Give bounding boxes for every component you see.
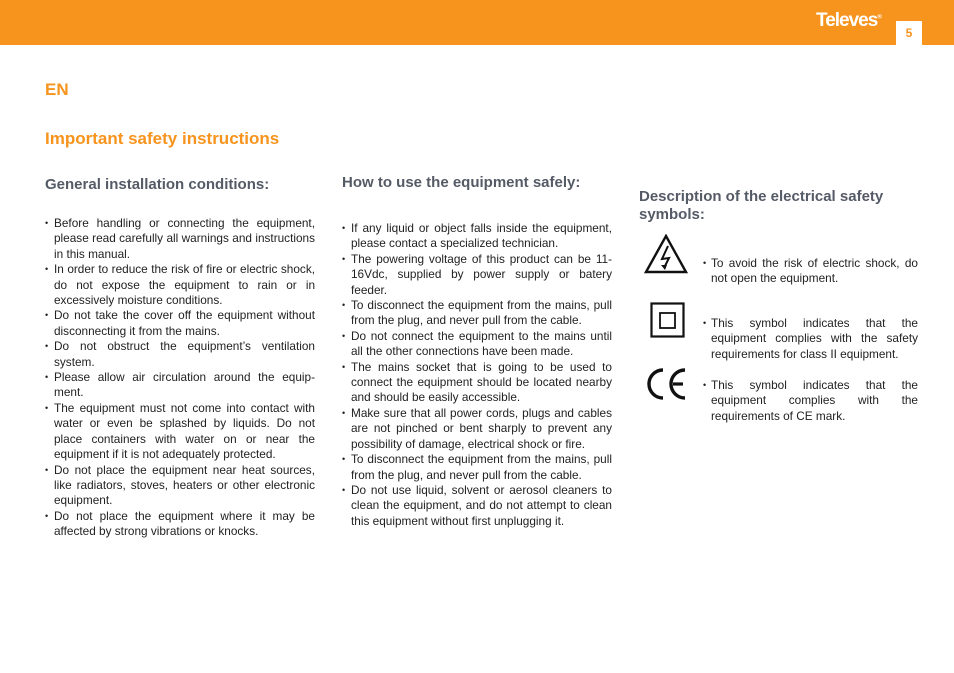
list-item: • If any liquid or object falls inside the equipment, please contact a specialized technician. (342, 221, 612, 252)
list-item: • The equipment must not come into contact with water or even be splashed by liquids. Do not place containers with water on or near the equipment if it is not adequately protected. (45, 401, 315, 463)
list-item: • Do not take the cover off the equipment without disconnecting it from the mains. (45, 308, 315, 339)
safe-usage-heading: How to use the equipment safely: (342, 174, 581, 191)
general-installation-section (45, 176, 315, 540)
list-item: • Do not place the equipment where it may be affected by strong vibrations or knocks. (45, 509, 315, 540)
page-title: Important safety instructions (45, 129, 280, 148)
ce-mark-icon (646, 366, 690, 407)
televes-logo (816, 10, 882, 32)
general-installation-heading: General installation conditions: (45, 176, 270, 193)
list-item: • Make sure that all power cords, plugs and cables are not pinched or bent sharply to prevent any possibility of damage, electrical shock or fire. (342, 406, 612, 452)
list-item: • To disconnect the equipment from the mains, pull from the plug, and never pull from the cable. (342, 298, 612, 329)
list-item: • The powering voltage of this product can be 11-16Vdc, supplied by power supply or batery feeder. (342, 252, 612, 298)
list-item: • Please allow air circulation around the equip-ment. (45, 370, 315, 401)
list-item: • Do not use liquid, solvent or aerosol cleaners to clean the equipment, and do not attempt to clean this equipment without first unplugging it. (342, 483, 612, 529)
list-item: • Do not place the equipment near heat sources, like radiators, stoves, heaters or other electronic equipment. (45, 463, 315, 509)
safety-symbols-heading: Description of the electrical safety symbols: (639, 188, 884, 223)
brand-name: Televes (816, 10, 878, 31)
safe-usage-list (342, 221, 612, 529)
list-item: • Do not obstruct the equipment’s ventilation system. (45, 339, 315, 370)
symbol-description: • To avoid the risk of electric shock, do not open the equipment. (703, 256, 918, 287)
list-item: • Do not connect the equipment to the mains until all the other connections have been made. (342, 329, 612, 360)
brand-registered-mark: ® (877, 14, 882, 21)
list-item: • To disconnect the equipment from the mains, pull from the plug, and never pull from the cable. (342, 452, 612, 483)
safety-symbols-section (639, 188, 918, 423)
double-insulation-icon (650, 302, 686, 343)
header-bar (0, 0, 954, 45)
safe-usage-section (342, 174, 612, 529)
list-item: • Before handling or connecting the equipment, please read carefully all warnings and instructions in this manual. (45, 216, 315, 262)
list-item: • The mains socket that is going to be used to connect the equipment should be located nearby and should be easily accessible. (342, 360, 612, 406)
general-installation-list (45, 216, 315, 540)
symbol-description: • This symbol indicates that the equipment complies with the safety requirements for class II equipment. (703, 316, 918, 362)
electric-shock-warning-icon (644, 234, 688, 279)
language-code: EN (45, 80, 69, 99)
page-number: 5 (896, 21, 922, 45)
list-item: • In order to reduce the risk of fire or electric shock, do not expose the equipment to rain or in excessively moisture conditions. (45, 262, 315, 308)
symbol-description: • This symbol indicates that the equipment complies with the requirements of CE mark. (703, 378, 918, 424)
